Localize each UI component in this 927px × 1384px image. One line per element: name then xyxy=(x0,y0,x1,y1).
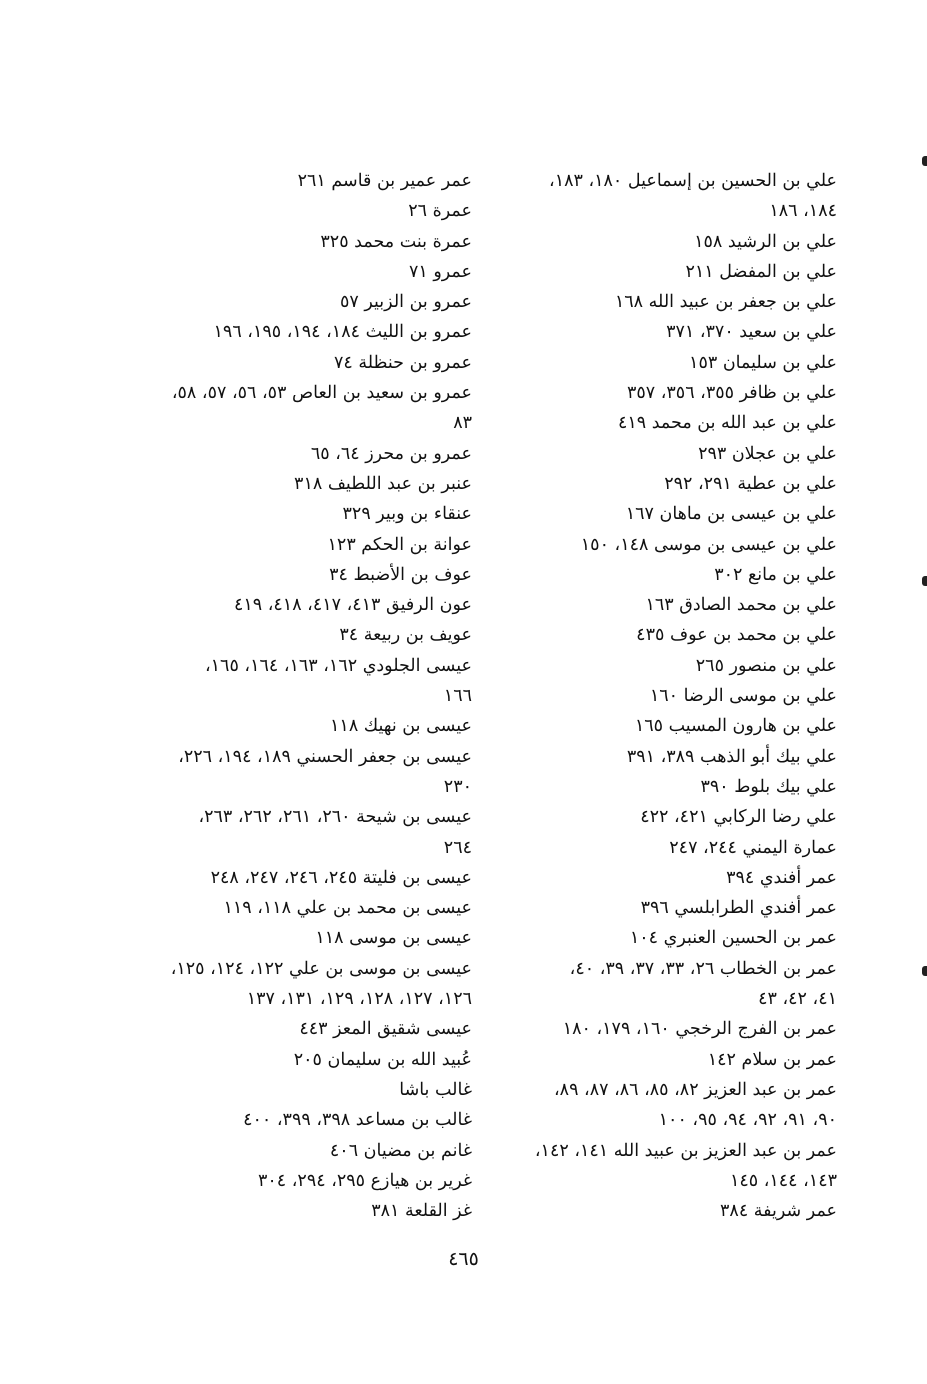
index-entry: عيسى بن جعفر الحسني ١٨٩، ١٩٤، ٢٢٦، xyxy=(178,746,472,767)
index-entry: عيسى بن موسى بن علي ١٢٢، ١٢٤، ١٢٥، xyxy=(170,958,472,979)
index-entry: عون الرفيق ٤١٣، ٤١٧، ٤١٨، ٤١٩ xyxy=(233,595,472,616)
index-entry: عمر شريفة ٣٨٤ xyxy=(720,1201,837,1222)
index-entry: عمر أفندي الطرابلسي ٣٩٦ xyxy=(640,898,837,919)
index-entry: عيسى بن فليتة ٢٤٥، ٢٤٦، ٢٤٧، ٢٤٨ xyxy=(210,867,472,888)
binding-edge-mark-middle xyxy=(922,576,927,586)
binding-edge-mark-bottom xyxy=(922,966,927,976)
index-entry: علي بيك بلوط ٣٩٠ xyxy=(700,776,837,797)
index-entry: عمرو بن حنظلة ٧٤ xyxy=(334,352,472,373)
index-entry: عنقاء بن وبير ٣٢٩ xyxy=(342,504,472,525)
index-entry: ١٦٦ xyxy=(443,686,472,707)
index-entry: علي بيك أبو الذهب ٣٨٩، ٣٩١ xyxy=(626,746,837,767)
index-entry: عمرو بن سعيد بن العاص ٥٣، ٥٦، ٥٧، ٥٨، xyxy=(171,383,472,404)
index-entry: علي بن الرشيد ١٥٨ xyxy=(694,231,837,252)
index-entry: عمر أفندي ٣٩٤ xyxy=(726,867,837,888)
index-entry: عيسى الجلودي ١٦٢، ١٦٣، ١٦٤، ١٦٥، xyxy=(205,655,472,676)
index-entry: عمر عمير بن قاسم ٢٦١ xyxy=(297,171,472,191)
index-entry: ٤١، ٤٢، ٤٣ xyxy=(758,989,837,1010)
index-entry: عمر بن سلام ١٤٢ xyxy=(707,1049,837,1070)
index-entry: عمر بن عبد العزيز ٨٢، ٨٥، ٨٦، ٨٧، ٨٩، xyxy=(554,1079,837,1100)
index-entry: غرير بن هيازع ٢٩٥، ٢٩٤، ٣٠٤ xyxy=(258,1170,472,1191)
index-entry: غالب بن مساعد ٣٩٨، ٣٩٩، ٤٠٠ xyxy=(243,1110,472,1131)
index-entry: ٩٠، ٩١، ٩٢، ٩٤، ٩٥، ١٠٠ xyxy=(658,1110,837,1131)
index-entry: ١٤٣، ١٤٤، ١٤٥ xyxy=(729,1170,837,1191)
index-entry: عمارة اليمني ٢٤٤، ٢٤٧ xyxy=(669,837,837,858)
index-entry: علي بن محمد بن عوف ٤٣٥ xyxy=(636,625,837,646)
index-entry: عمر بن الحسين العنبري ١٠٤ xyxy=(629,928,837,949)
index-entry: علي بن عبد الله بن محمد ٤١٩ xyxy=(617,413,837,434)
index-entry: عوانة بن الحكم ١٢٣ xyxy=(327,534,472,555)
index-entry: عيسى بن محمد بن علي ١١٨، ١١٩ xyxy=(223,898,472,919)
index-entry: عيسى بن شيحة ٢٦٠، ٢٦١، ٢٦٢، ٢٦٣، xyxy=(198,807,472,828)
binding-edge-mark-top xyxy=(922,156,927,166)
index-entry: علي بن ظافر ٣٥٥، ٣٥٦، ٣٥٧ xyxy=(626,383,837,404)
index-entry: عمرة ٢٦ xyxy=(408,201,472,222)
index-entry: علي بن عيسى بن ماهان ١٦٧ xyxy=(625,504,837,525)
index-entry: علي بن مانع ٣٠٢ xyxy=(714,564,837,585)
index-entry: عمر بن الخطاب ٢٦، ٣٣، ٣٧، ٣٩، ٤٠، xyxy=(569,958,837,979)
index-entry: عوف بن الأضبط ٣٤ xyxy=(329,564,472,585)
index-entry: علي بن موسى الرضا ١٦٠ xyxy=(649,686,837,707)
index-entry: علي بن محمد الصادق ١٦٣ xyxy=(645,595,837,616)
index-entry: عمرو بن الزبير ٥٧ xyxy=(339,292,472,313)
index-entry: علي بن منصور ٢٦٥ xyxy=(695,655,837,676)
index-entry: علي بن عطية ٢٩١، ٢٩٢ xyxy=(664,473,837,494)
index-entry: عيسى بن نهيك ١١٨ xyxy=(330,716,472,737)
index-entry: عُبيد الله بن سليمان ٢٠٥ xyxy=(293,1049,472,1070)
index-entry: علي بن هارون المسيب ١٦٥ xyxy=(634,716,837,737)
index-entry: علي بن عيسى بن موسى ١٤٨، ١٥٠ xyxy=(580,534,837,555)
index-entry: عمرو بن محرز ٦٤، ٦٥ xyxy=(310,443,472,464)
index-entry: علي بن المفضل ٢١١ xyxy=(685,261,837,282)
page-number: ٤٦٥ xyxy=(448,1248,479,1270)
index-entry: عمر بن الفرج الرخجي ١٦٠، ١٧٩، ١٨٠ xyxy=(562,1019,837,1040)
index-entry: عمرة بنت محمد ٣٢٥ xyxy=(320,231,472,252)
index-entry: غالب باشا xyxy=(399,1079,472,1100)
index-entry: علي بن جعفر بن عبيد الله ١٦٨ xyxy=(614,292,837,313)
index-entry: عيسى بن موسى ١١٨ xyxy=(315,928,472,949)
index-column-right xyxy=(507,166,837,1226)
index-entry: علي رضا الركابي ٤٢١، ٤٢٢ xyxy=(640,807,837,828)
index-entry: علي بن الحسين بن إسماعيل ١٨٠، ١٨٣، xyxy=(549,171,837,191)
index-entry: عمرو ٧١ xyxy=(408,261,472,282)
index-entry: غانم بن مضيان ٤٠٦ xyxy=(329,1140,472,1161)
index-column-left xyxy=(142,166,472,1226)
index-entry: علي بن عجلان ٢٩٣ xyxy=(698,443,837,464)
index-entry: ٢٦٤ xyxy=(443,837,472,858)
index-entry: ٨٣ xyxy=(453,413,472,434)
index-entry: غز القلعة ٣٨١ xyxy=(371,1201,472,1222)
index-entry: ١٨٤، ١٨٦ xyxy=(769,201,837,222)
index-entry: علي بن سليمان ١٥٣ xyxy=(689,352,837,373)
index-entry: ١٢٦، ١٢٧، ١٢٨، ١٢٩، ١٣١، ١٣٧ xyxy=(246,989,472,1010)
index-entry: عمر بن عبد العزيز بن عبيد الله ١٤١، ١٤٢، xyxy=(534,1140,837,1161)
index-entry: ٢٣٠ xyxy=(443,776,472,797)
index-entry: عنبر بن عبد اللطيف ٣١٨ xyxy=(294,473,472,494)
index-entry: علي بن سعيد ٣٧٠، ٣٧١ xyxy=(666,322,837,343)
index-entry: عمرو بن الليث ١٨٤، ١٩٤، ١٩٥، ١٩٦ xyxy=(213,322,472,343)
index-entry: عيسى شقيق المعز ٤٤٣ xyxy=(299,1019,472,1040)
index-entry: عويف بن ربيعة ٣٤ xyxy=(339,625,472,646)
